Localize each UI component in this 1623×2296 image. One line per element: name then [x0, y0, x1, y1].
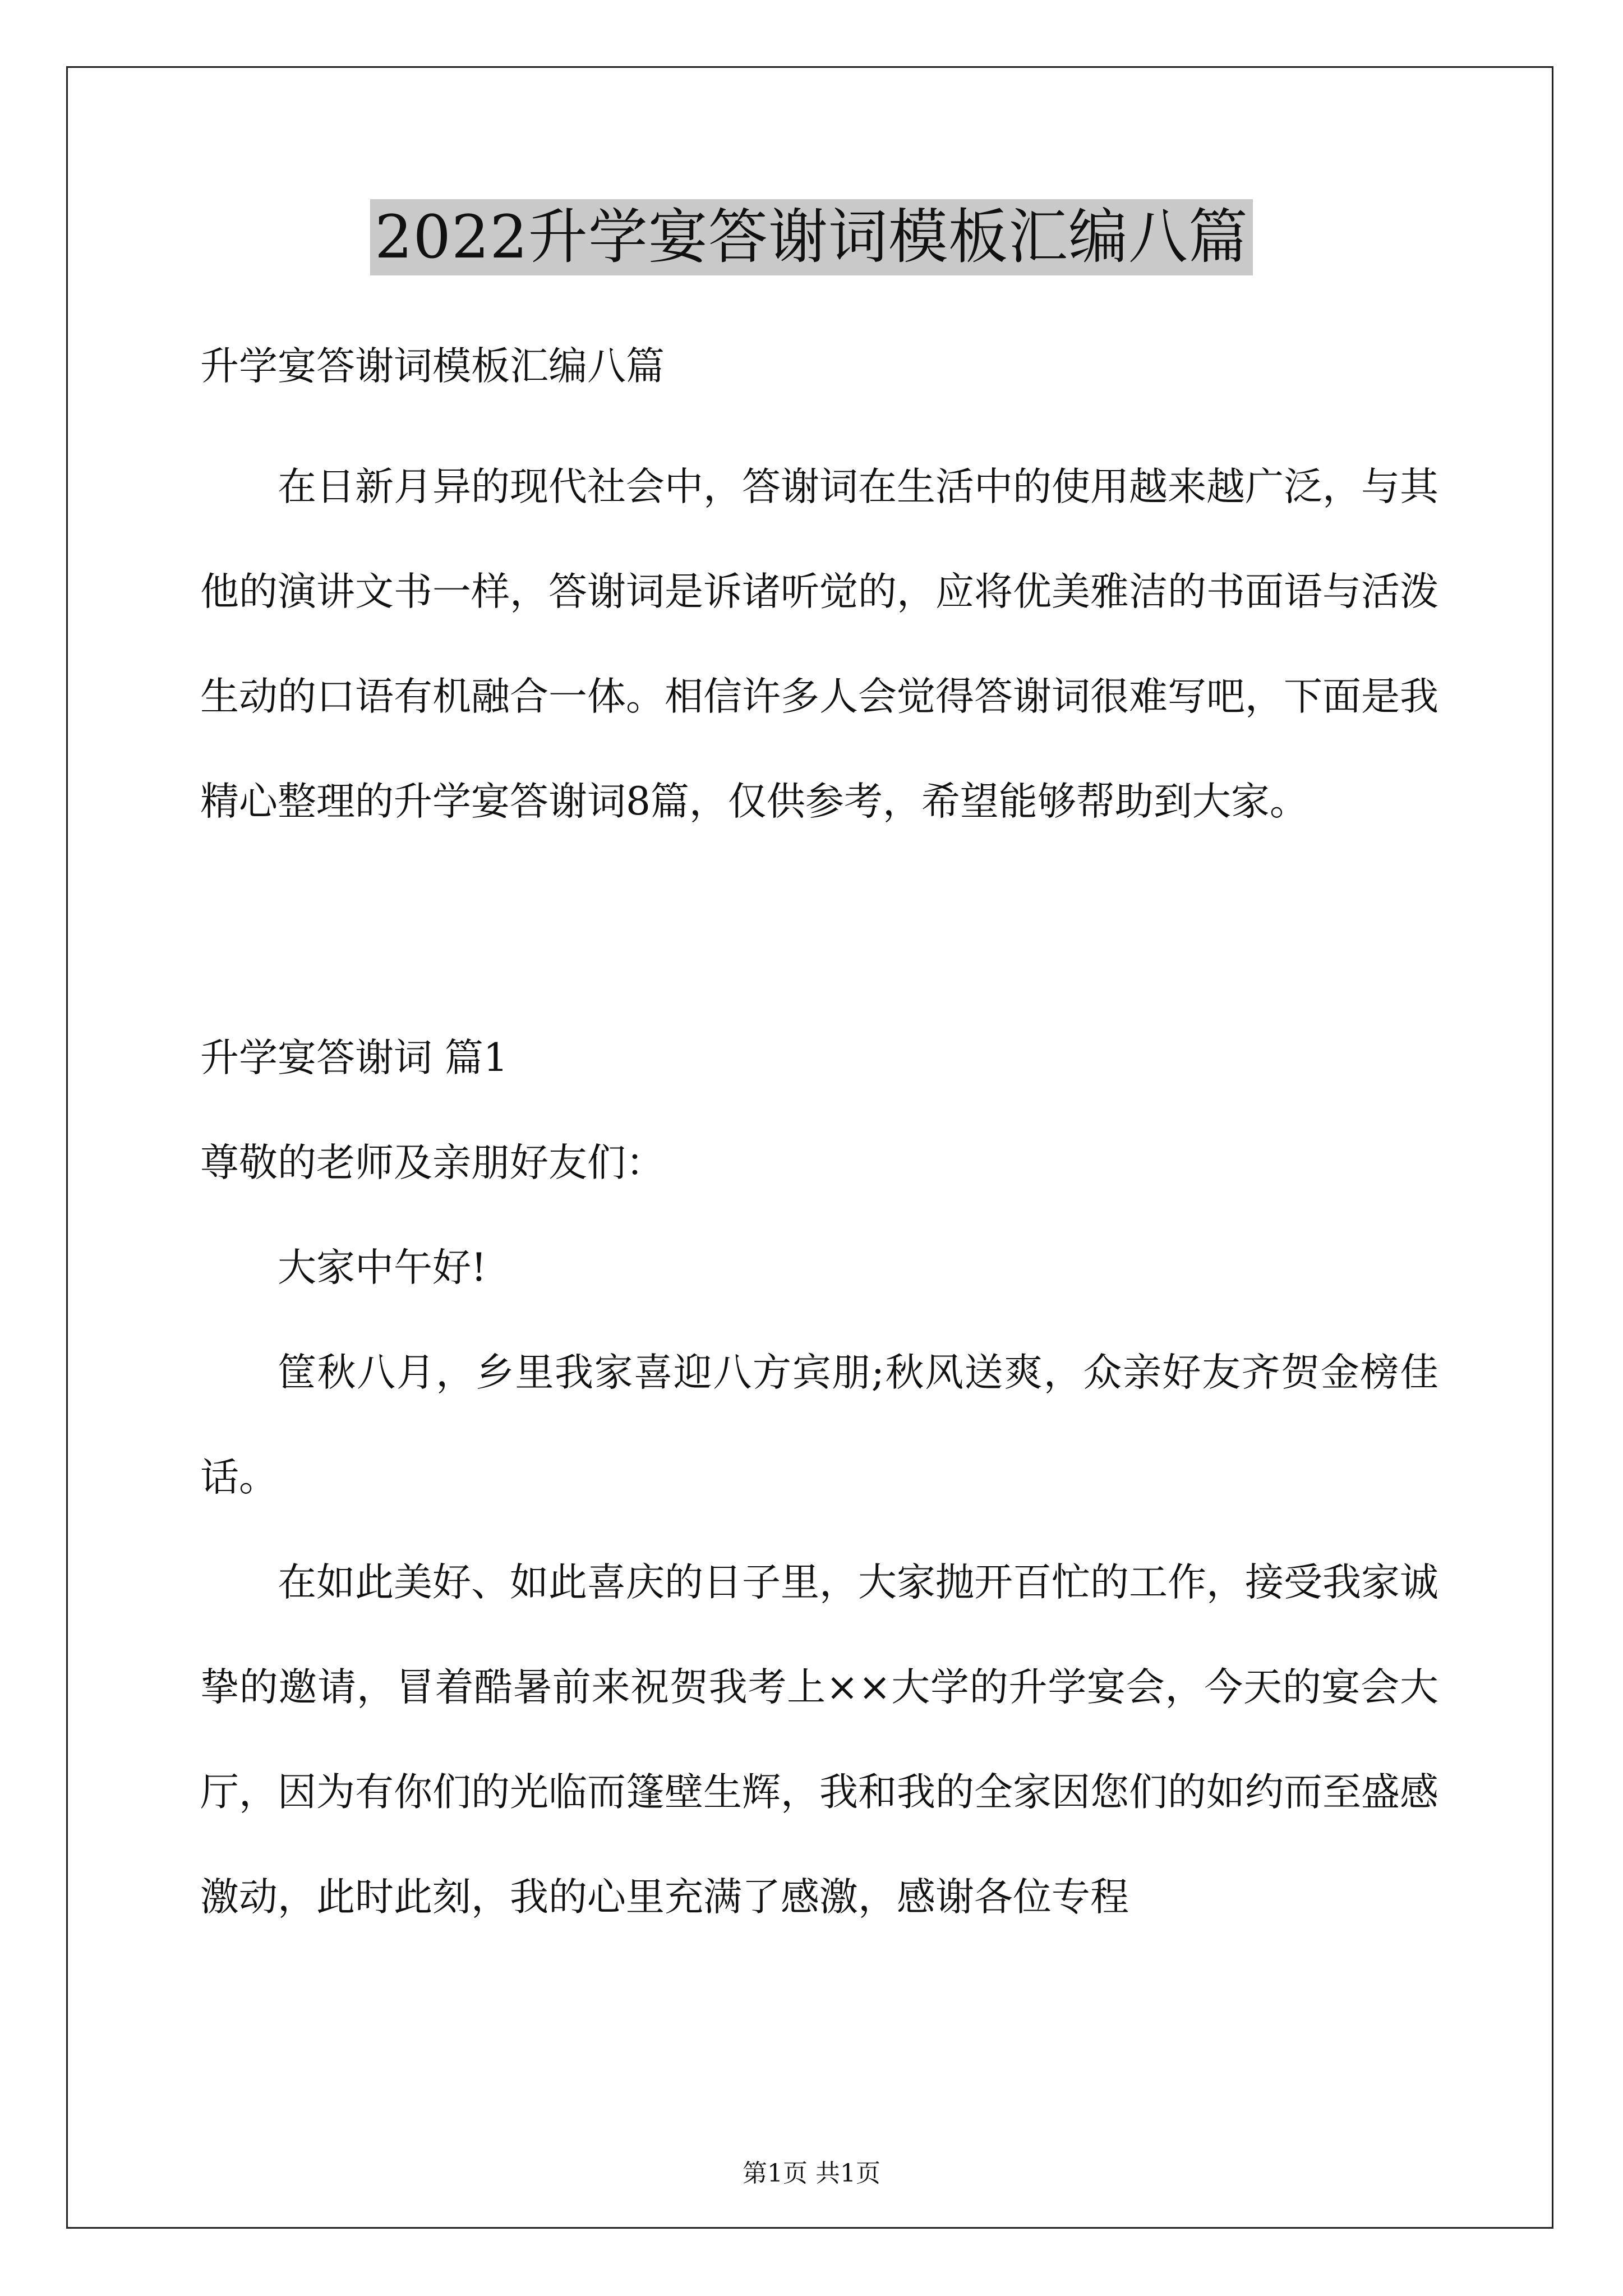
body-paragraph: 筐秋八月，乡里我家喜迎八方宾朋;秋风送爽，众亲好友齐贺金榜佳话。	[200, 1350, 1438, 1500]
document-title: 2022升学宴答谢词模板汇编八篇	[370, 199, 1253, 275]
title-container	[0, 199, 1623, 275]
section-heading: 升学宴答谢词 篇1	[200, 1036, 508, 1080]
document-body	[200, 314, 1438, 1950]
body-paragraph: 在如此美好、如此喜庆的日子里，大家抛开百忙的工作，接受我家诚挚的邀请，冒着酷暑前来祝贺我考上××大学的升学宴会，今天的宴会大厅，因为有你们的光临而篷壁生辉，我和我的全家因您们的如约而至盛感激动，此时此刻，我的心里充满了感激，感谢各位专程	[200, 1560, 1438, 1920]
document-subtitle: 升学宴答谢词模板汇编八篇	[200, 344, 665, 389]
intro-paragraph: 在日新月异的现代社会中，答谢词在生活中的使用越来越广泛，与其他的演讲文书一样，答谢词是诉诸听觉的，应将优美雅洁的书面语与活泼生动的口语有机融合一体。相信许多人会觉得答谢词很难写吧，下面是我精心整理的升学宴答谢词8篇，仅供参考，希望能够帮助到大家。	[200, 464, 1438, 824]
greeting: 大家中午好!	[278, 1245, 487, 1290]
salutation: 尊敬的老师及亲朋好友们：	[200, 1140, 665, 1185]
page-footer: 第1页 共1页	[743, 2159, 880, 2188]
